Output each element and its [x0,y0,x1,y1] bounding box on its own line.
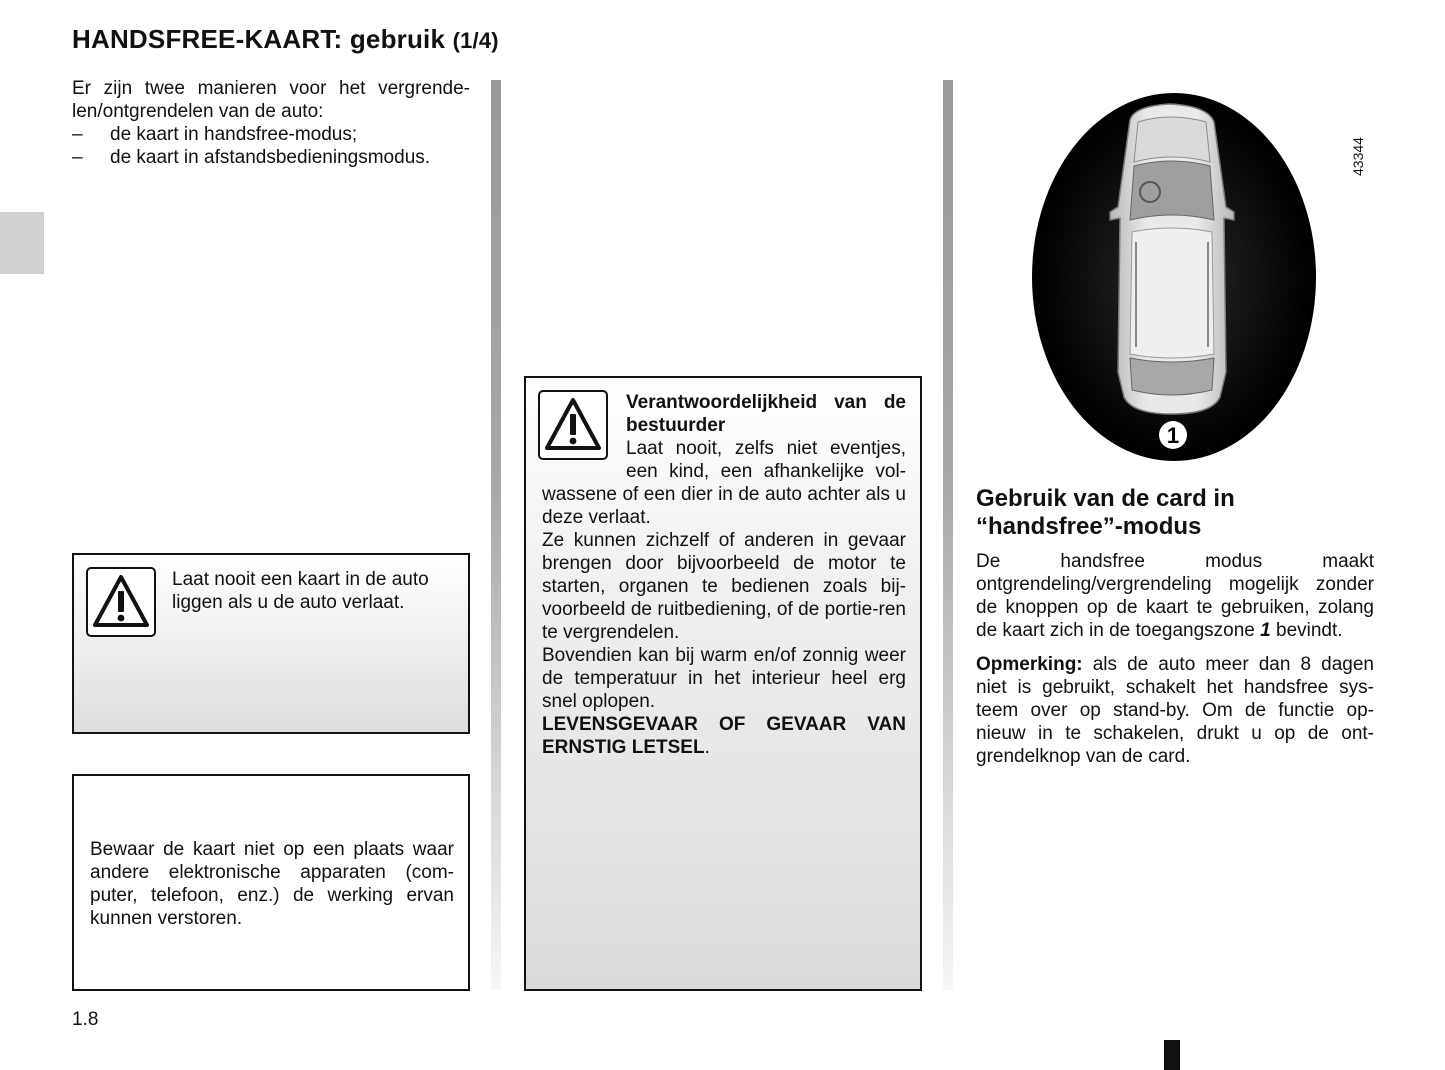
danger-end: . [704,737,710,758]
list-item [72,123,470,146]
list-item-text: de kaart in handsfree-modus; [110,124,358,145]
section-p1-start: De handsfree modus maakt ontgrendeling/vergrendeling mogelijk zonder de knoppen op de kaart te gebruiken, zolang de kaart zich in de toegangszone [976,551,1374,641]
responsibility-text [542,391,906,759]
figure-number-wrap [1350,132,1368,176]
column-divider [491,80,501,990]
chapter-side-tab [0,212,44,274]
danger-bold: LEVENSGEVAAR OF GEVAAR VAN ERNSTIG LETSEL [542,714,906,758]
responsibility-paragraph: Bovendien kan bij warm en/of zonnig weer de temperatuur in het interieur heel erg snel oplopen. [542,645,906,712]
page-title-part: (1/4) [452,28,499,53]
responsibility-danger [542,713,906,759]
list-dash: – [72,147,83,168]
car-top-view [1110,104,1234,414]
section-note [976,653,1374,768]
responsibility-paragraph: Laat nooit, zelfs niet eventjes, een kind, een afhankelijke vol-wassene of een dier in de auto achter als u deze verlaat. [542,438,906,528]
responsibility-paragraph: Ze kunnen zichzelf of anderen in gevaar brengen door bijvoorbeeld de motor te starten, organen te bedienen zoals bij-voorbeeld de ruitbediening, of de portie-ren te vergrendelen. [542,530,906,643]
intro-text: Er zijn twee manieren voor het vergrende-len/ontgrendelen van de auto: [72,78,470,122]
warning-box-card [72,553,470,734]
section-title: Gebruik van de card in “handsfree”-modus [976,485,1235,540]
warning-box-responsibility [524,376,922,991]
section-paragraph [976,550,1374,642]
list-item-text: de kaart in afstandsbedieningsmodus. [110,147,431,168]
page-title [72,24,499,55]
warning-box-storage [72,774,470,991]
zone-reference: 1 [1260,620,1271,641]
section-p1-end: bevindt. [1270,620,1343,641]
responsibility-heading: Verantwoordelijkheid van de bestuurder [626,392,906,436]
note-text: als de auto meer dan 8 dagen niet is gebruikt, schakelt het handsfree sys-teem over op stand-by. Om de functie op-nieuw in te schakelen, drukt u op de ont-grendelknop van de card. [976,654,1374,767]
page-number: 1.8 [72,1009,99,1030]
figure-number: 43344 [1350,137,1366,176]
list-item [72,146,470,169]
warning-storage-text: Bewaar de kaart niet op een plaats waar andere elektronische apparaten (com-puter, telefoon, enz.) de werking ervan kunnen verstoren. [90,839,454,929]
warning-card-text: Laat nooit een kaart in de auto liggen als u de auto verlaat. [172,569,429,613]
column-divider [943,80,953,990]
corner-mark [1164,1040,1180,1070]
list-dash: – [72,124,83,145]
car-access-zone-figure [1020,92,1330,472]
section-body [976,550,1374,779]
zone-label: 1 [1166,423,1180,448]
intro-section [72,77,470,169]
note-label: Opmerking: [976,654,1083,675]
page-title-main: HANDSFREE-KAART: gebruik [72,24,446,54]
warning-triangle-icon [86,567,156,637]
